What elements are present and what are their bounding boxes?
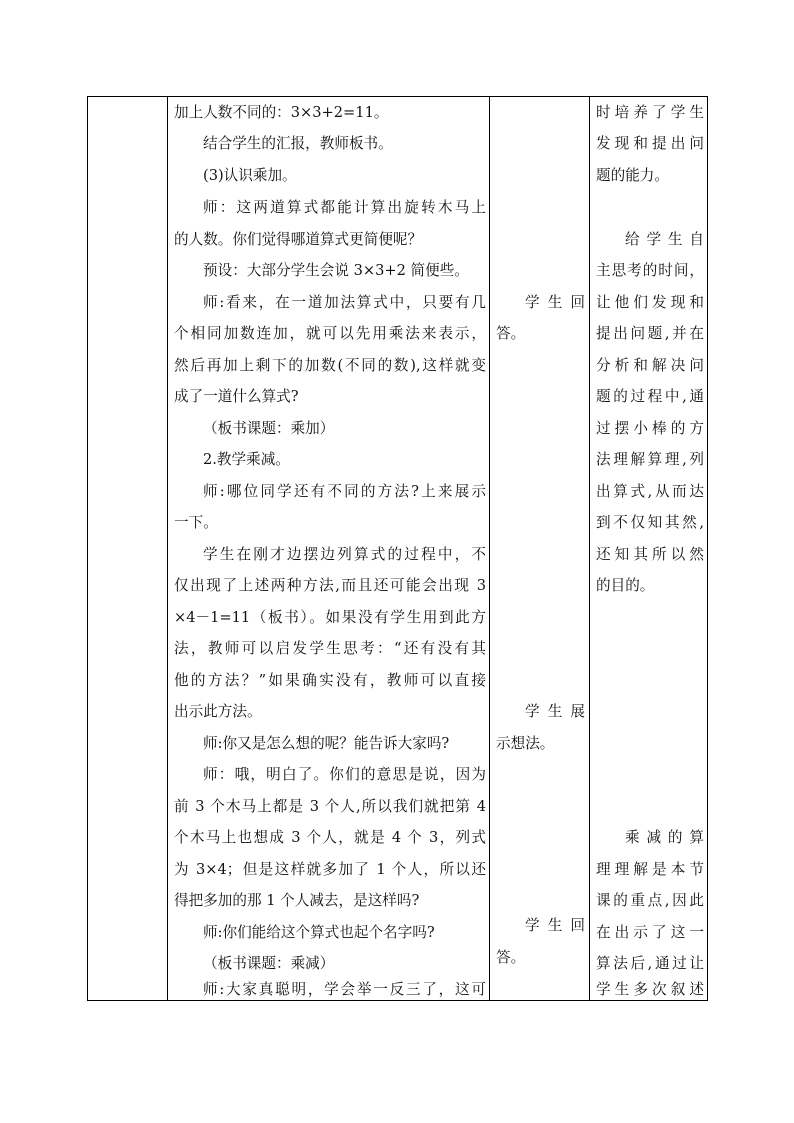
process-line: 成了一道什么算式?	[174, 388, 299, 405]
process-line: 个相同加数连加，就可以先用乘法来表示，	[174, 325, 486, 342]
table-row	[88, 97, 708, 1001]
process-line: 师：这两道算式都能计算出旋转木马上	[203, 199, 486, 216]
intent-line: 到不仅知其然,	[596, 514, 704, 531]
process-line: 预设：大部分学生会说 3×3+2 简便些。	[203, 262, 469, 279]
intent-line: 发现和提出问	[596, 135, 704, 152]
process-line: 师:你又是怎么想的呢？能告诉大家吗?	[203, 735, 450, 752]
intent-line: 分析和解决问	[596, 357, 704, 374]
process-line: 仅出现了上述两种方法,而且还可能会出现 3	[174, 577, 486, 594]
process-line: 结合学生的汇报，教师板书。	[203, 135, 393, 152]
process-line: 前 3 个木马上都是 3 个人,所以我们就把第 4	[174, 798, 486, 815]
lesson-plan-table	[87, 96, 708, 1001]
process-line: 师:你们能给这个算式也起个名字吗?	[203, 924, 435, 941]
process-line: ×4－1=11（板书）。如果没有学生用到此方	[174, 609, 486, 626]
intent-line: 时培养了学生	[596, 104, 704, 121]
process-line: 他的方法？”如果确实没有，教师可以直接	[174, 672, 486, 689]
intent-line: 出算式,从而达	[596, 483, 704, 500]
intent-line: 过摆小棒的方	[596, 420, 704, 437]
intent-line: 理理解是本节	[596, 861, 704, 878]
intent-line: 算法后,通过让	[596, 955, 704, 972]
intent-line: 乘减的算	[625, 829, 704, 846]
intent-line: 主思考的时间，	[596, 262, 704, 279]
student-line: 示想法。	[496, 735, 555, 752]
process-line: 一下。	[174, 514, 218, 531]
process-line: 出示此方法。	[174, 703, 262, 720]
intent-line: 让他们发现和	[596, 294, 704, 311]
stage-cell	[88, 97, 168, 1001]
student-activity-cell	[490, 97, 590, 1001]
process-line: 得把多加的那 1 个人减去，是这样吗?	[174, 892, 420, 909]
intent-line: 学生多次叙述	[596, 981, 704, 998]
teaching-process-cell	[168, 97, 490, 1001]
process-line: 个木马上也想成 3 个人，就是 4 个 3，列式	[174, 829, 486, 846]
process-line: 师：哦，明白了。你们的意思是说，因为	[203, 766, 486, 783]
intent-line: 法理解算理,列	[596, 451, 704, 468]
process-line: 2.教学乘减。	[203, 451, 290, 468]
student-line: 学生展	[525, 703, 585, 720]
process-line: 加上人数不同的：3×3+2=11。	[174, 104, 389, 121]
design-intent-cell	[590, 97, 708, 1001]
process-line: 为 3×4；但是这样就多加了 1 个人，所以还	[174, 861, 486, 878]
student-line: 学生回	[525, 294, 585, 311]
process-line: 法，教师可以启发学生思考：“还有没有其	[174, 640, 486, 657]
intent-line: 在出示了这一	[596, 924, 704, 941]
process-line: 师:哪位同学还有不同的方法?上来展示	[203, 483, 486, 500]
process-line: 师:大家真聪明，学会举一反三了，这可	[203, 981, 486, 998]
process-line: 师:看来，在一道加法算式中，只要有几	[203, 294, 486, 311]
student-line: 答。	[496, 325, 526, 342]
intent-line: 还知其所以然	[596, 546, 704, 563]
process-line: (3)认识乘加。	[203, 167, 297, 184]
process-line: （板书课题：乘减）	[203, 955, 335, 972]
intent-line: 题的过程中,通	[596, 388, 704, 405]
intent-line: 提出问题,并在	[596, 325, 704, 342]
process-line: 的人数。你们觉得哪道算式更简便呢？	[174, 231, 423, 248]
intent-line: 给学生自	[625, 231, 704, 248]
process-line: 然后再加上剩下的加数(不同的数),这样就变	[174, 357, 486, 374]
process-line: 学生在刚才边摆边列算式的过程中，不	[203, 546, 486, 563]
student-line: 学生回	[525, 917, 585, 934]
student-line: 答。	[496, 949, 526, 966]
intent-line: 的目的。	[596, 577, 655, 594]
intent-line: 题的能力。	[596, 167, 669, 184]
process-line: （板书课题：乘加）	[203, 420, 335, 437]
intent-line: 课的重点,因此	[596, 892, 704, 909]
